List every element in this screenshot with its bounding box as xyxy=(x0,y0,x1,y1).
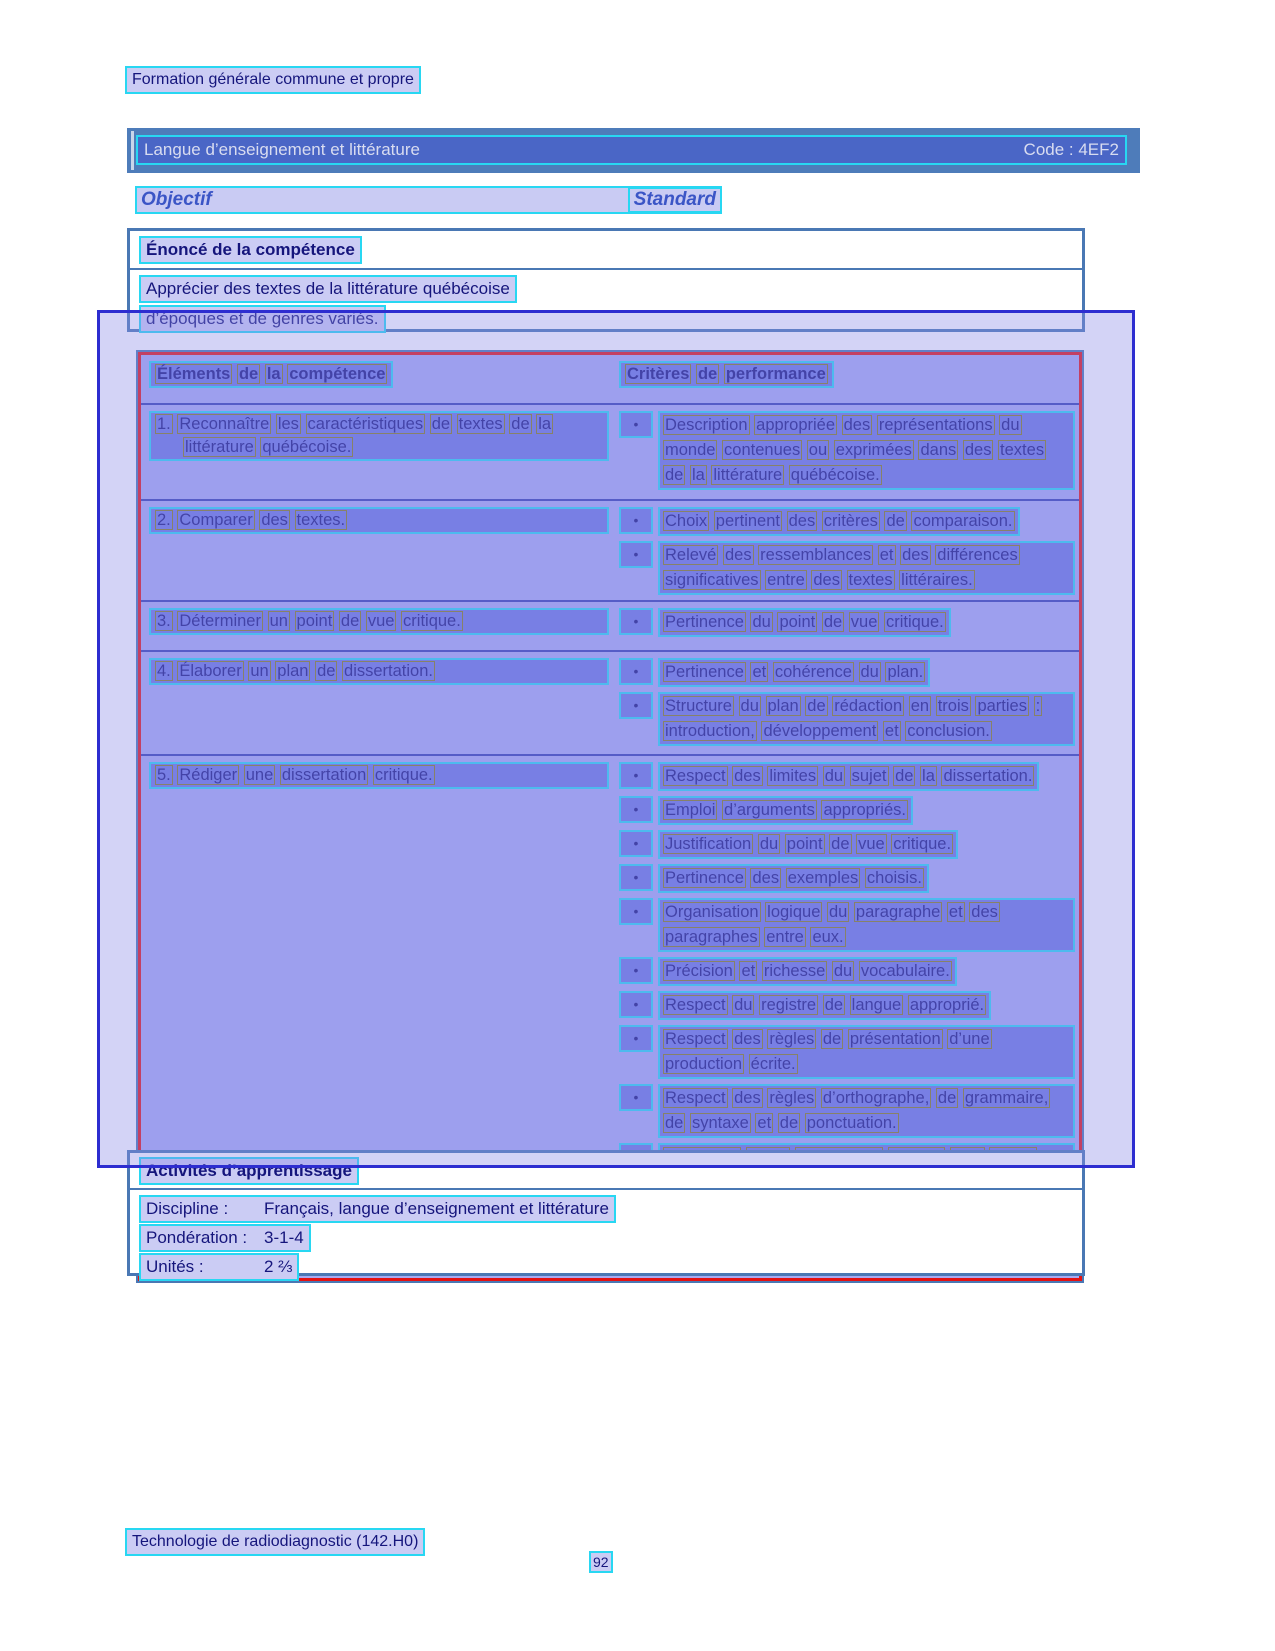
top-section-label xyxy=(125,66,421,94)
table-header-row xyxy=(141,355,1079,403)
word-box: de xyxy=(238,365,259,383)
criterion-item xyxy=(619,830,1075,859)
word-box: langue xyxy=(851,996,902,1014)
word-box: introduction, xyxy=(665,722,755,740)
word-box: une xyxy=(245,766,274,784)
criterion-item xyxy=(619,864,1075,893)
word-box: du xyxy=(824,767,844,785)
line-highlight: Apprécier des textes de la littérature québécoise xyxy=(139,275,517,303)
word-box: littérature xyxy=(713,466,783,484)
col1-header-cell xyxy=(141,361,619,399)
criterion-highlight xyxy=(658,830,958,859)
word-box: Éléments xyxy=(157,365,231,383)
word-box: Respect xyxy=(665,996,726,1014)
word-box: des xyxy=(724,546,752,564)
word-box: de xyxy=(697,365,718,383)
bullet-icon: • xyxy=(619,864,653,891)
activites-fields xyxy=(130,1190,1082,1281)
word-box: plan. xyxy=(887,663,924,681)
enonce-body xyxy=(130,270,1082,333)
word-box: Pertinence xyxy=(665,663,744,681)
word-box: significatives xyxy=(665,571,759,589)
word-box: plan xyxy=(277,662,309,680)
word-box: du xyxy=(1001,416,1020,434)
word-box: Critères xyxy=(627,365,690,383)
bullet-icon: • xyxy=(619,830,653,857)
activites-box xyxy=(127,1150,1085,1276)
word-box: de xyxy=(665,466,684,484)
word-box: rédaction xyxy=(834,697,903,715)
word-box: de xyxy=(317,662,336,680)
word-box: littéraires. xyxy=(901,571,973,589)
word-box: 2. xyxy=(157,511,171,529)
word-box: vue xyxy=(367,612,395,630)
line-highlight: Formation générale commune et propre xyxy=(125,66,421,94)
criterion-highlight xyxy=(658,507,1020,536)
word-box: entre xyxy=(766,928,804,946)
word-box: Relevé xyxy=(665,546,717,564)
element-cell xyxy=(141,608,619,646)
standard-heading: Standard xyxy=(628,187,722,213)
word-box: règles xyxy=(769,1089,815,1107)
word-box: appropriée xyxy=(756,416,836,434)
word-box: Organisation xyxy=(665,903,759,921)
word-box: comparaison. xyxy=(913,512,1013,530)
activites-header-row xyxy=(130,1153,1082,1190)
element-highlight xyxy=(149,658,609,685)
word-box: pertinent xyxy=(715,512,780,530)
word-box: paragraphes xyxy=(665,928,758,946)
criterion-item xyxy=(619,1025,1075,1079)
word-box: exprimées xyxy=(835,441,912,459)
criterion-highlight xyxy=(658,991,991,1020)
word-box: du xyxy=(759,835,779,853)
criteria-cell xyxy=(619,658,1079,750)
word-box: des xyxy=(788,512,816,530)
word-box: québécoise. xyxy=(790,466,880,484)
word-box: de xyxy=(807,697,826,715)
word-box: textes xyxy=(848,571,893,589)
word-box: Précision xyxy=(665,962,733,980)
word-box: et xyxy=(879,546,894,564)
word-box: appropriés. xyxy=(823,801,906,819)
word-box: eux. xyxy=(812,928,844,946)
criterion-item xyxy=(619,957,1075,986)
word-box: et xyxy=(752,663,767,681)
element-highlight xyxy=(149,608,609,635)
word-box: dissertation xyxy=(281,766,367,784)
word-box: parties xyxy=(977,697,1027,715)
word-box: et xyxy=(948,903,963,921)
word-box: un xyxy=(269,612,288,630)
enonce-header-row xyxy=(130,231,1082,270)
word-box: logique xyxy=(767,903,821,921)
word-box: ressemblances xyxy=(760,546,872,564)
word-box: 1. xyxy=(157,415,171,433)
enonce-line xyxy=(139,275,1082,303)
word-box: des xyxy=(813,571,840,589)
word-box: Déterminer xyxy=(179,612,261,630)
word-box: et xyxy=(884,722,899,740)
word-box: de xyxy=(822,1030,842,1048)
word-box: paragraphe xyxy=(855,903,941,921)
word-box: richesse xyxy=(763,962,826,980)
criterion-item xyxy=(619,411,1075,490)
word-box: Élaborer xyxy=(179,662,242,680)
word-box: trois xyxy=(937,697,969,715)
line-highlight: 92 xyxy=(589,1551,613,1573)
word-box: écrite. xyxy=(750,1055,796,1073)
criterion-highlight xyxy=(658,692,1075,746)
line-highlight xyxy=(139,1253,299,1281)
criteria-cell xyxy=(619,411,1079,495)
field-value: 2 ⅔ xyxy=(264,1257,293,1276)
activites-field xyxy=(139,1195,1082,1223)
word-box: critères xyxy=(823,512,878,530)
word-box: monde xyxy=(665,441,716,459)
word-box: du xyxy=(833,962,853,980)
word-box: syntaxe xyxy=(691,1114,749,1132)
bullet-icon: • xyxy=(619,507,653,534)
word-box: Pertinence xyxy=(665,613,744,631)
bullet-icon: • xyxy=(619,1084,653,1111)
word-box: des xyxy=(734,1030,761,1048)
word-box: : xyxy=(1035,697,1041,715)
criterion-highlight xyxy=(658,957,957,986)
word-box: Respect xyxy=(665,767,726,785)
criterion-item xyxy=(619,762,1075,791)
word-box: Choix xyxy=(665,512,708,530)
criteria-cell xyxy=(619,608,1079,646)
word-box: des xyxy=(902,546,929,564)
element-cell xyxy=(141,507,619,596)
element-cell xyxy=(141,658,619,750)
word-box: performance xyxy=(725,365,826,383)
bullet-icon: • xyxy=(619,898,653,925)
word-box: textes. xyxy=(296,511,346,529)
word-box: la xyxy=(922,767,935,785)
word-box: présentation xyxy=(849,1030,941,1048)
word-box: de xyxy=(340,612,360,630)
word-box: de xyxy=(431,415,451,433)
word-box: vocabulaire. xyxy=(860,962,950,980)
criterion-highlight xyxy=(658,658,930,687)
element-cell xyxy=(141,762,619,1198)
objectif-heading: Objectif xyxy=(141,189,212,210)
criterion-highlight xyxy=(658,608,951,637)
word-box: textes xyxy=(1000,441,1045,459)
bullet-icon: • xyxy=(619,957,653,984)
criterion-item xyxy=(619,1084,1075,1138)
word-box: de xyxy=(895,767,914,785)
word-box: des xyxy=(734,767,761,785)
bullet-icon: • xyxy=(619,991,653,1018)
word-box: vue xyxy=(850,613,878,631)
table-row xyxy=(141,754,1079,1202)
word-box: et xyxy=(757,1114,772,1132)
word-box: règles xyxy=(769,1030,815,1048)
criterion-item xyxy=(619,608,1075,637)
word-box: de xyxy=(937,1089,957,1107)
word-box: la xyxy=(266,365,281,383)
page-number xyxy=(589,1551,613,1573)
word-box: 5. xyxy=(157,766,171,784)
element-cell xyxy=(141,411,619,495)
word-box: de xyxy=(665,1114,684,1132)
criterion-highlight xyxy=(658,1084,1075,1138)
word-box: exemples xyxy=(787,869,859,887)
element-highlight xyxy=(149,411,609,461)
criterion-item xyxy=(619,692,1075,746)
word-box: des xyxy=(261,511,288,529)
word-box: Respect xyxy=(665,1089,726,1107)
criterion-highlight xyxy=(658,762,1039,791)
line-highlight xyxy=(139,1195,616,1223)
word-box: littérature xyxy=(185,438,254,456)
bullet-icon: • xyxy=(619,541,653,568)
criterion-item xyxy=(619,991,1075,1020)
word-box: critique. xyxy=(374,766,433,784)
word-box: de xyxy=(824,996,844,1014)
word-box: Comparer xyxy=(179,511,253,529)
criterion-item xyxy=(619,658,1075,687)
criterion-highlight xyxy=(658,411,1075,490)
word-box: 4. xyxy=(157,662,171,680)
course-code: Code : 4EF2 xyxy=(1023,140,1119,159)
word-box: dissertation. xyxy=(344,662,433,680)
word-box: d’une xyxy=(949,1030,990,1048)
activites-title: Activités d’apprentissage xyxy=(139,1157,359,1185)
word-box: représentations xyxy=(878,416,993,434)
course-title: Langue d’enseignement et littérature xyxy=(144,140,420,159)
element-highlight xyxy=(149,507,609,534)
word-box: ponctuation. xyxy=(806,1114,897,1132)
competence-table xyxy=(138,352,1082,1281)
word-box: en xyxy=(910,697,930,715)
criterion-highlight xyxy=(658,864,929,893)
word-box: Respect xyxy=(665,1030,726,1048)
criterion-highlight xyxy=(658,1025,1075,1079)
table-row xyxy=(141,499,1079,600)
activites-field xyxy=(139,1224,1082,1252)
criteria-cell xyxy=(619,507,1079,596)
word-box: Structure xyxy=(665,697,732,715)
word-box: critique. xyxy=(893,835,952,853)
bullet-icon: • xyxy=(619,1025,653,1052)
col2-header xyxy=(619,361,834,388)
word-box: développement xyxy=(763,722,877,740)
table-row xyxy=(141,403,1079,499)
criteria-cell xyxy=(619,762,1079,1198)
word-box: production xyxy=(665,1055,743,1073)
word-box: compétence xyxy=(289,365,386,383)
enonce-box xyxy=(127,228,1085,332)
bullet-icon: • xyxy=(619,658,653,685)
word-box: Emploi xyxy=(665,801,716,819)
word-box: québécoise. xyxy=(262,438,352,456)
word-box: un xyxy=(250,662,269,680)
word-box: point xyxy=(786,835,823,853)
word-box: des xyxy=(971,903,998,921)
criterion-highlight xyxy=(658,898,1075,952)
word-box: de xyxy=(831,835,850,853)
word-box: 3. xyxy=(157,612,171,630)
word-box: textes xyxy=(458,415,503,433)
table-row xyxy=(141,650,1079,754)
word-box: et xyxy=(741,962,756,980)
word-box: du xyxy=(828,903,848,921)
word-box: Pertinence xyxy=(665,869,744,887)
word-box: dissertation. xyxy=(943,767,1033,785)
word-box: d’arguments xyxy=(724,801,815,819)
criterion-item xyxy=(619,898,1075,952)
word-box: des xyxy=(843,416,871,434)
word-box: Rédiger xyxy=(179,766,238,784)
bullet-icon: • xyxy=(619,762,653,789)
word-box: du xyxy=(860,663,879,681)
criterion-item xyxy=(619,541,1075,595)
criterion-highlight xyxy=(658,541,1075,595)
word-box: du xyxy=(740,697,759,715)
enonce-line xyxy=(139,305,1082,333)
word-box: cohérence xyxy=(774,663,852,681)
word-box: entre xyxy=(767,571,805,589)
word-box: des xyxy=(734,1089,761,1107)
word-box: du xyxy=(734,996,753,1014)
bullet-icon: • xyxy=(619,411,653,438)
title-bar xyxy=(127,128,1140,173)
bullet-icon: • xyxy=(619,692,653,719)
word-box: la xyxy=(691,466,705,484)
word-box: des xyxy=(752,869,780,887)
word-box: de xyxy=(823,613,843,631)
field-label: Pondération : xyxy=(146,1228,248,1247)
word-box: conclusion. xyxy=(907,722,990,740)
word-box: Description xyxy=(665,416,748,434)
field-label: Unités : xyxy=(146,1257,204,1276)
word-box: Reconnaître xyxy=(179,415,270,433)
objectif-standard-strip xyxy=(135,186,722,214)
word-box: ou xyxy=(808,441,828,459)
word-box: caractéristiques xyxy=(307,415,424,433)
activites-field xyxy=(139,1253,1082,1281)
word-box: limites xyxy=(769,767,817,785)
word-box: critique. xyxy=(885,613,944,631)
field-label: Discipline : xyxy=(146,1199,229,1218)
col2-header-cell xyxy=(619,361,1079,399)
word-box: point xyxy=(779,613,816,631)
word-box: dans xyxy=(920,441,957,459)
word-box: choisis. xyxy=(866,869,922,887)
line-highlight xyxy=(139,1224,311,1252)
word-box: d’orthographe, xyxy=(822,1089,930,1107)
enonce-title: Énoncé de la compétence xyxy=(139,236,362,264)
word-box: la xyxy=(538,415,552,433)
element-highlight xyxy=(149,762,609,789)
word-box: grammaire, xyxy=(964,1089,1049,1107)
bullet-icon: • xyxy=(619,796,653,823)
word-box: les xyxy=(277,415,299,433)
word-box: du xyxy=(752,613,771,631)
criterion-highlight xyxy=(658,796,913,825)
word-box: de xyxy=(511,415,530,433)
table-row xyxy=(141,600,1079,650)
word-box: vue xyxy=(858,835,885,853)
field-value: 3-1-4 xyxy=(264,1228,304,1247)
field-value: Français, langue d’enseignement et littérature xyxy=(264,1199,609,1218)
title-bar-left-line xyxy=(131,131,134,170)
word-box: de xyxy=(886,512,905,530)
bullet-icon: • xyxy=(619,608,653,635)
word-box: critique. xyxy=(403,612,461,630)
word-box: Justification xyxy=(665,835,752,853)
line-highlight: d’époques et de genres variés. xyxy=(139,305,386,333)
word-box: registre xyxy=(761,996,817,1014)
footer-program-label xyxy=(125,1528,425,1556)
criterion-item xyxy=(619,796,1075,825)
line-highlight: Technologie de radiodiagnostic (142.H0) xyxy=(125,1528,425,1556)
word-box: de xyxy=(779,1114,799,1132)
word-box: différences xyxy=(937,546,1018,564)
col1-header xyxy=(149,361,393,388)
word-box: des xyxy=(964,441,992,459)
word-box: point xyxy=(296,612,333,630)
word-box: sujet xyxy=(851,767,887,785)
word-box: plan xyxy=(767,697,799,715)
title-bar-highlight xyxy=(136,135,1127,165)
criterion-item xyxy=(619,507,1075,536)
word-box: contenues xyxy=(724,441,801,459)
word-box: approprié. xyxy=(909,996,985,1014)
